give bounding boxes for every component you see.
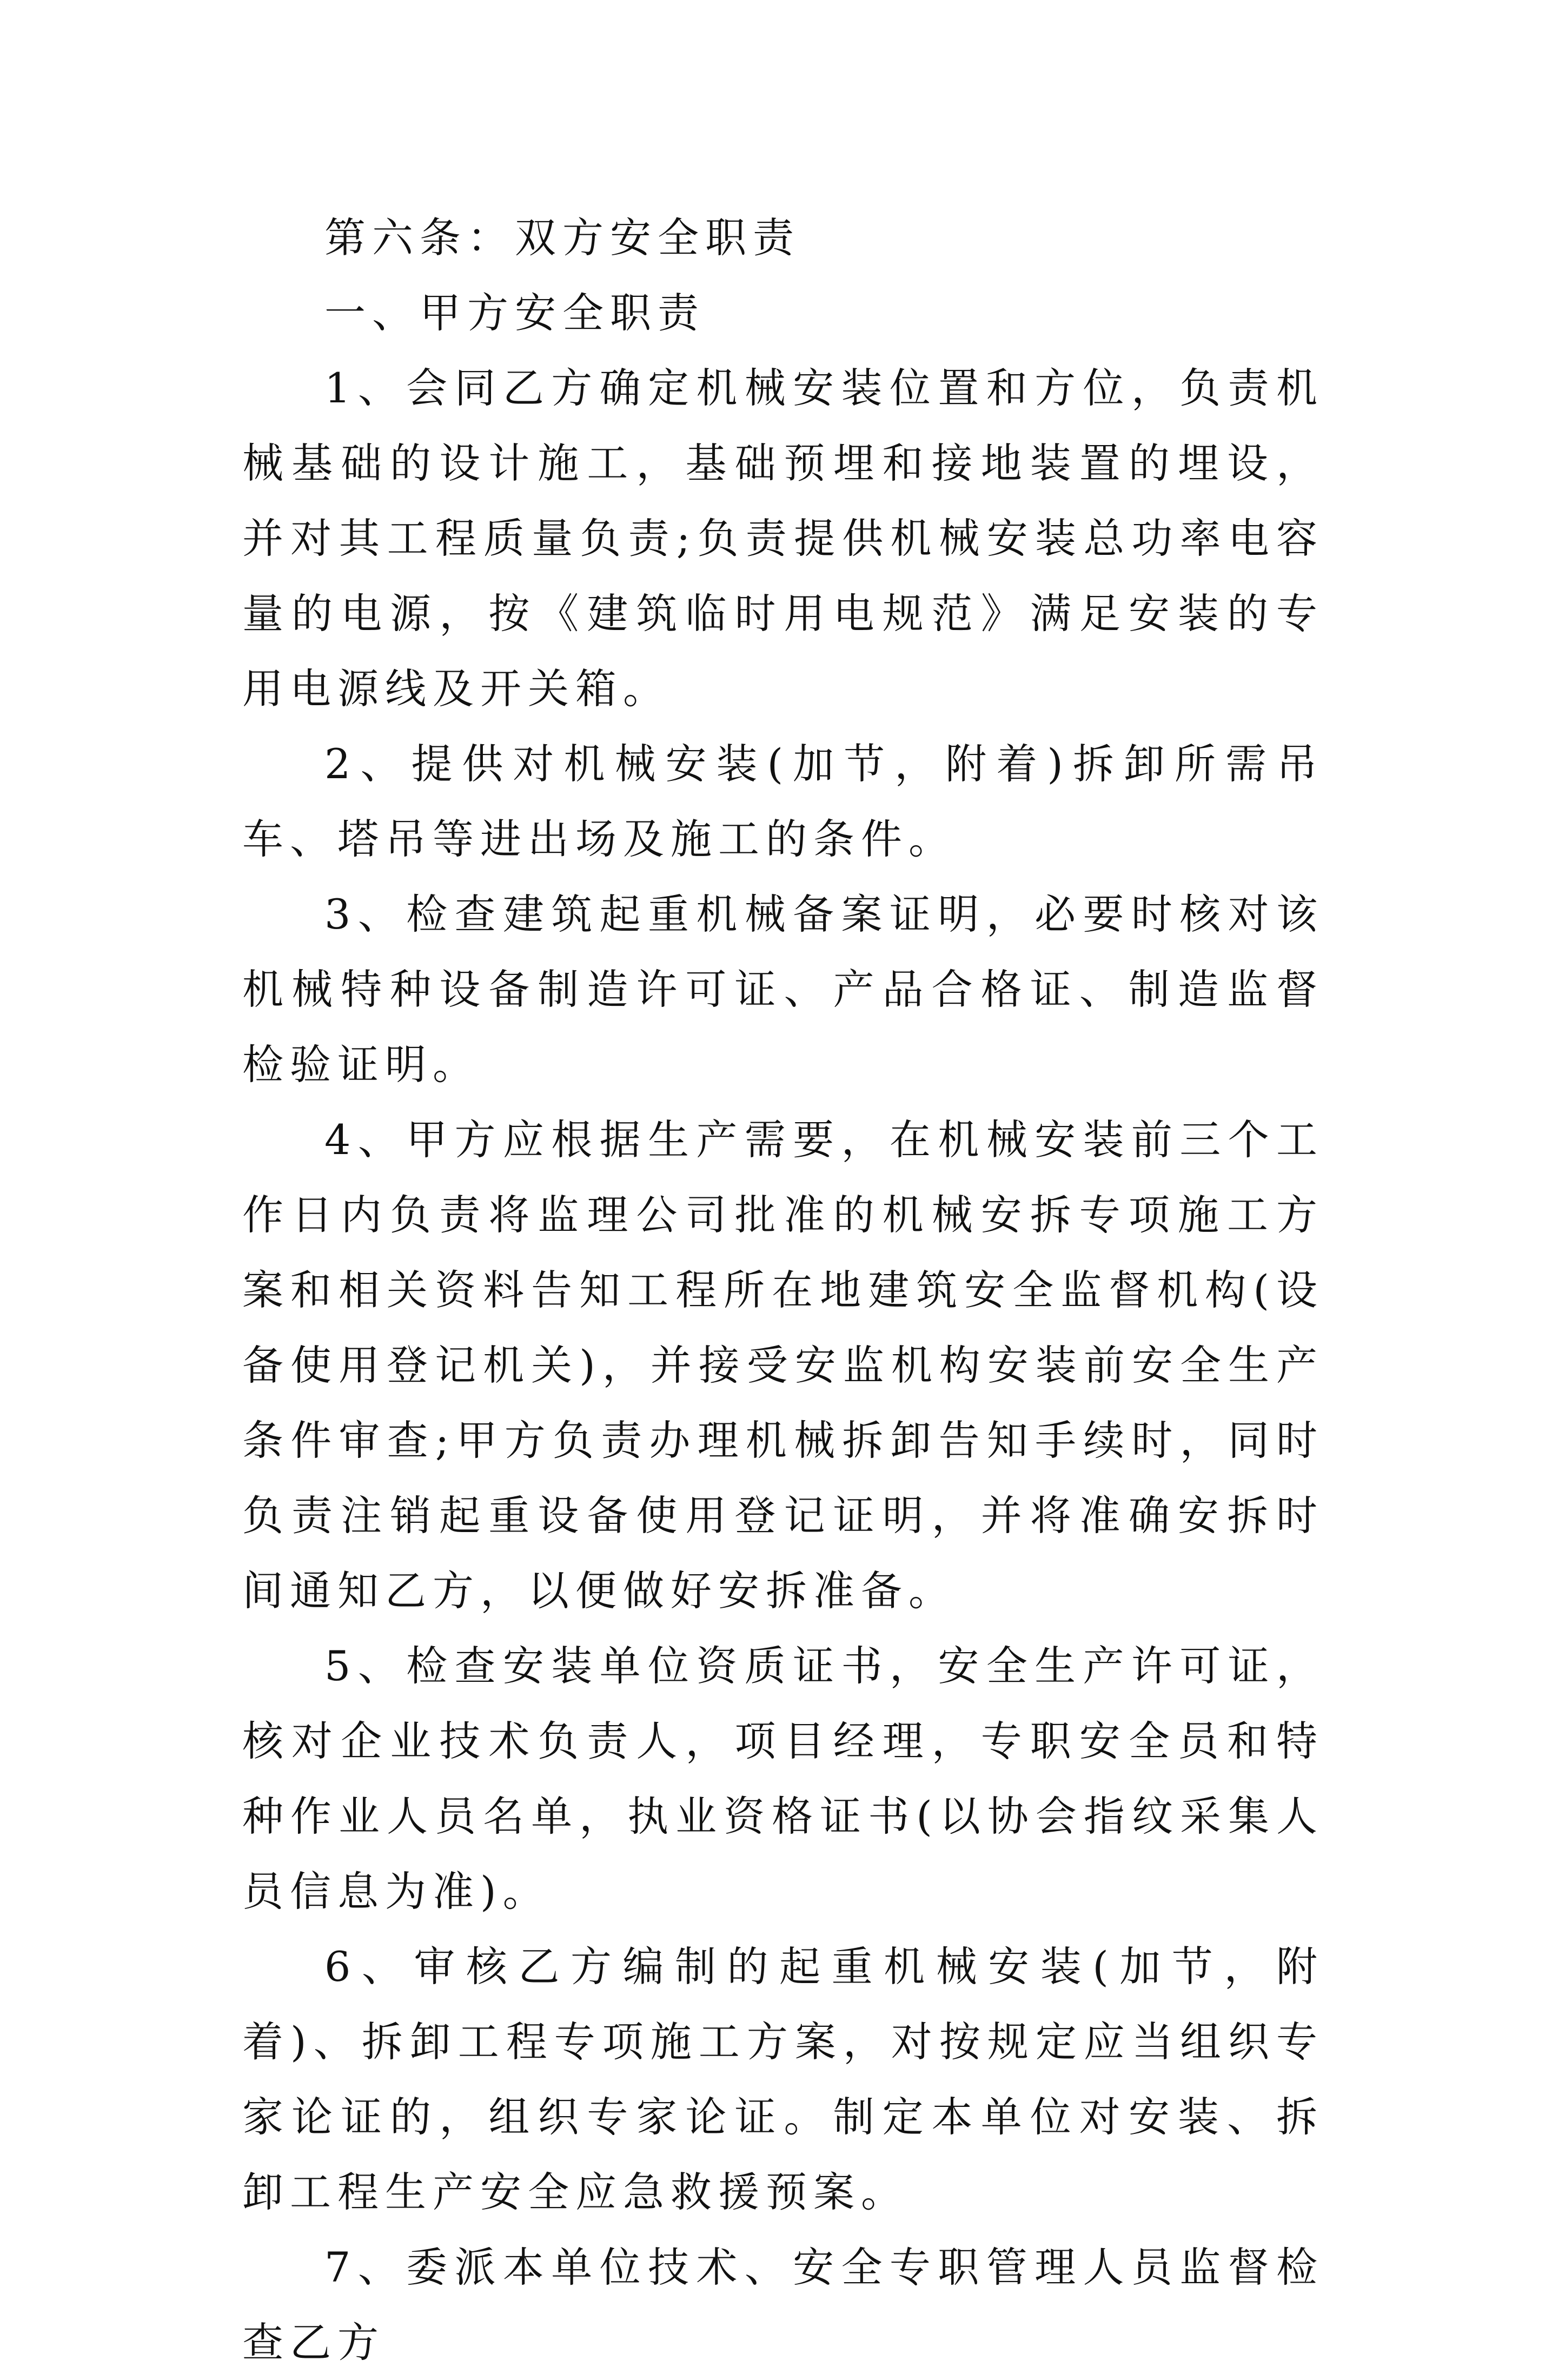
clause-6: 6、审核乙方编制的起重机械安装(加节，附着)、拆卸工程专项施工方案，对按规定应当组织专家论证的，组织专家论证。制定本单位对安装、拆卸工程生产安全应急救援预案。 bbox=[242, 1943, 1324, 2216]
clause-3: 3、检查建筑起重机械备案证明，必要时核对该机械特种设备制造许可证、产品合格证、制造监督检验证明。 bbox=[242, 890, 1324, 1089]
clause-7: 7、委派本单位技术、安全专职管理人员监督检查乙方 bbox=[242, 2243, 1324, 2366]
section-title: 一、甲方安全职责 bbox=[324, 289, 705, 337]
article-heading: 第六条：双方安全职责 bbox=[324, 214, 800, 262]
document-body bbox=[242, 200, 1324, 2380]
clause-2: 2、提供对机械安装(加节，附着)拆卸所需吊车、塔吊等进出场及施工的条件。 bbox=[242, 740, 1324, 863]
clause-1: 1、会同乙方确定机械安装位置和方位，负责机械基础的设计施工，基础预埋和接地装置的埋设，并对其工程质量负责;负责提供机械安装总功率电容量的电源，按《建筑临时用电规范》满足安装的专用电源线及开关箱。 bbox=[242, 364, 1324, 713]
clause-4: 4、甲方应根据生产需要，在机械安装前三个工作日内负责将监理公司批准的机械安拆专项施工方案和相关资料告知工程所在地建筑安全监督机构(设备使用登记机关)，并接受安监机构安装前安全生产条件审查;甲方负责办理机械拆卸告知手续时，同时负责注销起重设备使用登记证明，并将准确安拆时间通知乙方，以便做好安拆准备。 bbox=[242, 1116, 1324, 1615]
clause-5: 5、检查安装单位资质证书，安全生产许可证，核对企业技术负责人，项目经理，专职安全员和特种作业人员名单，执业资格证书(以协会指纹采集人员信息为准)。 bbox=[242, 1642, 1324, 1915]
